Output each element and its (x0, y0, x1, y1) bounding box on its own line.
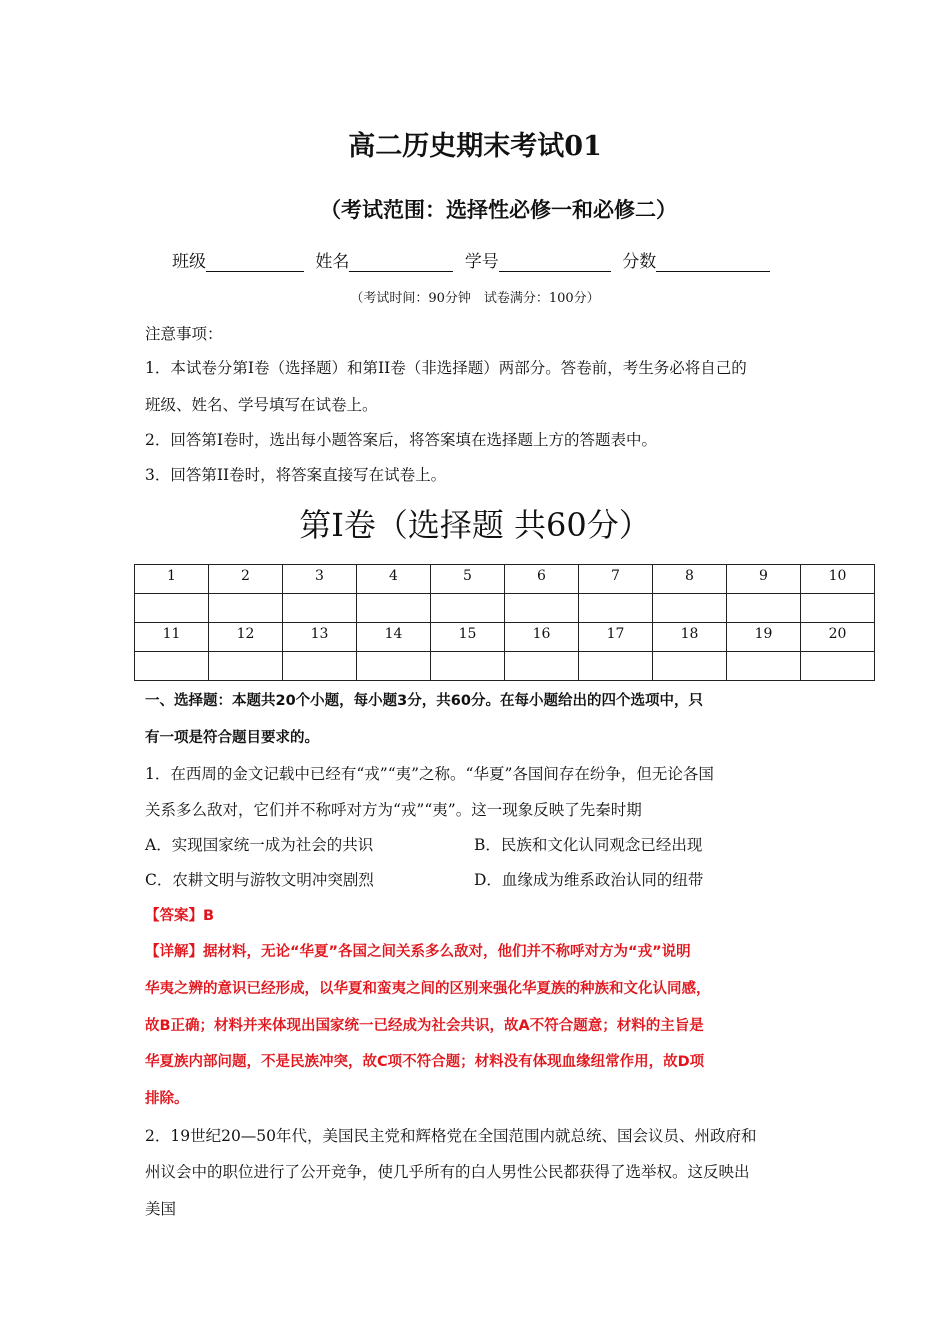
exam-title: 高二历史期末考试01 (348, 131, 602, 162)
answer-cell[interactable] (653, 652, 727, 681)
score-label: 分数 (622, 252, 657, 272)
q-number: 15 (431, 623, 505, 652)
note-item-1: 1．本试卷分第I卷（选择题）和第II卷（非选择题）两部分。答卷前，考生务必将自己的 (145, 359, 747, 377)
q-number: 19 (727, 623, 801, 652)
q-number: 10 (801, 565, 875, 594)
answer-cell[interactable] (727, 652, 801, 681)
q1-explanation-2: 华夷之辨的意识已经形成，以华夏和蛮夷之间的区别来强化华夏族的种族和文化认同感， (145, 981, 711, 997)
answer-cell[interactable] (727, 594, 801, 623)
score-blank[interactable] (656, 253, 770, 272)
answer-cell[interactable] (283, 594, 357, 623)
q-number: 3 (283, 565, 357, 594)
exam-scope: （考试范围：选择性必修一和必修二） (320, 197, 677, 222)
answer-cell[interactable] (431, 594, 505, 623)
answer-cell[interactable] (209, 594, 283, 623)
q2-stem-cont: 州议会中的职位进行了公开竞争，使几乎所有的白人男性公民都获得了选举权。这反映出 (145, 1163, 750, 1181)
q1-explanation-1: 【详解】据材料，无论“华夏”各国之间关系多么敌对，他们并不称呼对方为“戎”说明 (145, 944, 691, 960)
q-number: 17 (579, 623, 653, 652)
q1-explanation-3: 故B正确；材料并来体现出国家统一已经成为社会共识，故A不符合题意；材料的主旨是 (145, 1018, 704, 1034)
notes-heading: 注意事项： (145, 325, 223, 343)
q1-option-c: C．农耕文明与游牧文明冲突剧烈 (145, 871, 374, 889)
q1-answer: 【答案】B (145, 908, 215, 924)
q1-option-b: B．民族和文化认同观念已经出现 (474, 836, 703, 854)
answer-table-number-row (135, 565, 875, 594)
q-number: 6 (505, 565, 579, 594)
q1-stem: 1．在西周的金文记载中已经有“戎”“夷”之称。“华夏”各国间存在纷争，但无论各国 (145, 765, 714, 783)
q-number: 2 (209, 565, 283, 594)
student-info-fields (172, 247, 776, 272)
answer-table-blank-row (135, 594, 875, 623)
note-item-3: 3．回答第II卷时，将答案直接写在试卷上。 (145, 466, 447, 484)
q1-explanation-4: 华夏族内部问题，不是民族冲突，故C项不符合题；材料没有体现血缘纽常作用，故D项 (145, 1054, 705, 1070)
q-number: 4 (357, 565, 431, 594)
q-number: 13 (283, 623, 357, 652)
q-number: 1 (135, 565, 209, 594)
answer-table-number-row (135, 623, 875, 652)
answer-cell[interactable] (357, 594, 431, 623)
name-blank[interactable] (349, 253, 453, 272)
exam-time-info: （考试时间：90分钟 试卷满分：100分） (350, 291, 600, 306)
answer-cell[interactable] (431, 652, 505, 681)
instructions-line-2: 有一项是符合题目要求的。 (145, 730, 319, 746)
answer-cell[interactable] (357, 652, 431, 681)
instructions-line-1: 一、选择题：本题共20个小题，每小题3分，共60分。在每小题给出的四个选项中，只 (145, 693, 703, 709)
answer-cell[interactable] (801, 594, 875, 623)
answer-table-blank-row (135, 652, 875, 681)
answer-cell[interactable] (505, 594, 579, 623)
q1-stem-cont: 关系多么敌对，它们并不称呼对方为“戎”“夷”。这一现象反映了先秦时期 (145, 801, 642, 819)
q-number: 14 (357, 623, 431, 652)
answer-cell[interactable] (579, 594, 653, 623)
q-number: 20 (801, 623, 875, 652)
answer-cell[interactable] (505, 652, 579, 681)
q2-stem-cont-2: 美国 (145, 1200, 177, 1218)
answer-cell[interactable] (135, 652, 209, 681)
student-id-blank[interactable] (499, 253, 611, 272)
answer-cell[interactable] (579, 652, 653, 681)
class-blank[interactable] (206, 253, 304, 272)
q-number: 7 (579, 565, 653, 594)
note-item-1-cont: 班级、姓名、学号填写在试卷上。 (145, 396, 378, 414)
section-title: 第Ⅰ卷（选择题 共60分） (299, 506, 651, 544)
answer-cell[interactable] (653, 594, 727, 623)
q-number: 11 (135, 623, 209, 652)
q-number: 9 (727, 565, 801, 594)
q1-option-a: A．实现国家统一成为社会的共识 (145, 836, 374, 854)
answer-cell[interactable] (209, 652, 283, 681)
q1-explanation-5: 排除。 (145, 1091, 189, 1107)
note-item-2: 2．回答第I卷时，选出每小题答案后，将答案填在选择题上方的答题表中。 (145, 431, 657, 449)
q-number: 12 (209, 623, 283, 652)
class-label: 班级 (172, 252, 206, 272)
answer-cell[interactable] (801, 652, 875, 681)
answer-cell[interactable] (283, 652, 357, 681)
q-number: 18 (653, 623, 727, 652)
name-label: 姓名 (315, 252, 350, 272)
q-number: 8 (653, 565, 727, 594)
q1-option-d: D．血缘成为维系政治认同的纽带 (474, 871, 704, 889)
q-number: 5 (431, 565, 505, 594)
q-number: 16 (505, 623, 579, 652)
answer-table (134, 564, 875, 681)
q2-stem: 2．19世纪20—50年代，美国民主党和辉格党在全国范围内就总统、国会议员、州政府和 (145, 1127, 757, 1145)
answer-cell[interactable] (135, 594, 209, 623)
student-id-label: 学号 (464, 252, 499, 272)
